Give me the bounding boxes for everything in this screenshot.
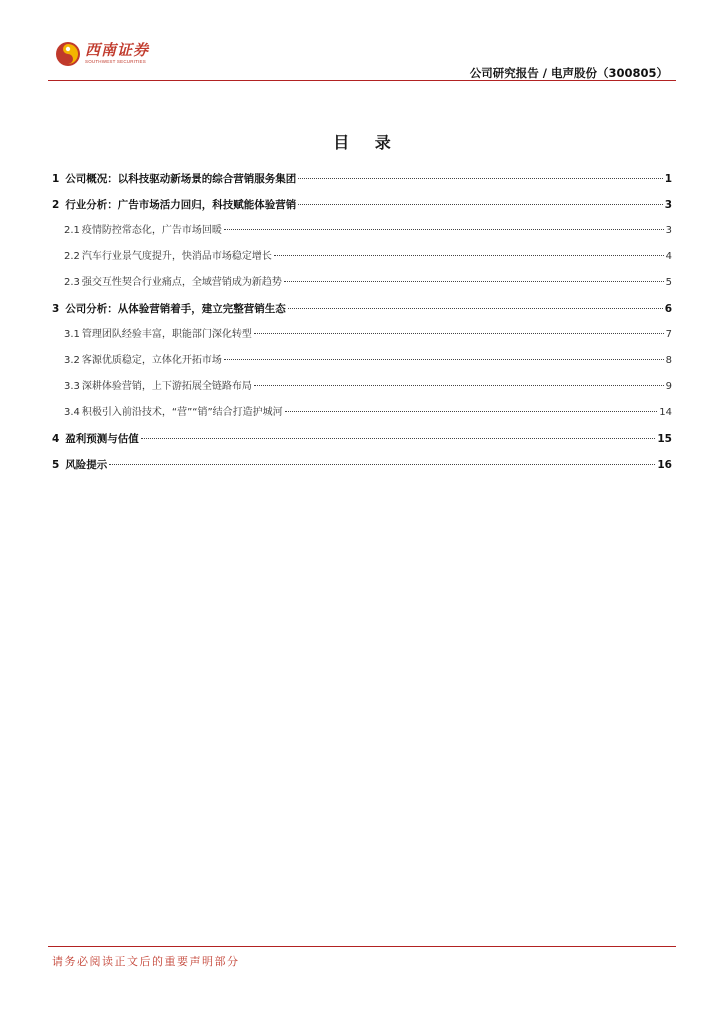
- toc-entry-text: 汽车行业景气度提升，快消品市场稳定增长: [81, 251, 272, 262]
- toc-entry-page-number: 9: [665, 381, 672, 392]
- toc-entry-number: 3: [52, 303, 60, 315]
- toc-entry[interactable]: [52, 196, 672, 222]
- toc-entry-page-number: 3: [665, 225, 672, 236]
- toc-entry-label: [52, 170, 296, 188]
- toc-entry-number: 2.2: [64, 251, 80, 262]
- toc-entry-label: [64, 222, 222, 240]
- toc-entry[interactable]: [52, 170, 672, 196]
- toc-entry-page-number: 1: [664, 173, 672, 185]
- toc-entry-page-number: 4: [665, 251, 672, 262]
- toc-entry-page-number: 6: [664, 303, 672, 315]
- toc-leader-dots: [224, 359, 664, 360]
- toc-entry-label: [52, 430, 139, 448]
- table-of-contents: [52, 170, 672, 482]
- toc-entry-number: 2.1: [64, 225, 80, 236]
- toc-entry-text: 风险提示: [65, 459, 108, 471]
- toc-entry-number: 2: [52, 199, 60, 211]
- toc-leader-dots: [274, 255, 664, 256]
- toc-entry[interactable]: [52, 456, 672, 482]
- toc-entry[interactable]: [52, 404, 672, 430]
- toc-entry-number: 2.3: [64, 277, 80, 288]
- toc-entry-number: 4: [52, 433, 60, 445]
- toc-leader-dots: [141, 438, 656, 439]
- toc-entry-text: 行业分析：广告市场活力回归，科技赋能体验营销: [65, 199, 297, 211]
- toc-entry-number: 3.4: [64, 407, 80, 418]
- toc-leader-dots: [109, 464, 655, 465]
- toc-entry-page-number: 5: [665, 277, 672, 288]
- toc-entry-text: 盈利预测与估值: [65, 433, 139, 445]
- brand-logo: [55, 41, 149, 67]
- toc-entry[interactable]: [52, 430, 672, 456]
- toc-entry-label: [64, 404, 283, 422]
- brand-name: [85, 43, 149, 65]
- toc-entry-text: 公司分析：从体验营销着手，建立完整营销生态: [65, 303, 286, 315]
- toc-entry-page-number: 16: [657, 459, 672, 471]
- toc-leader-dots: [254, 333, 664, 334]
- toc-entry-label: [64, 248, 272, 266]
- report-header-title: 公司研究报告 / 电声股份（300805）: [469, 66, 668, 80]
- toc-entry-text: 强交互性契合行业痛点，全域营销成为新趋势: [81, 277, 282, 288]
- toc-entry[interactable]: [52, 222, 672, 248]
- toc-entry-page-number: 15: [657, 433, 672, 445]
- toc-entry-label: [64, 378, 252, 396]
- toc-entry[interactable]: [52, 352, 672, 378]
- brand-name-en: SOUTHWEST SECURITIES: [85, 59, 146, 65]
- toc-entry-text: 客源优质稳定，立体化开拓市场: [81, 355, 222, 366]
- toc-entry-label: [52, 456, 107, 474]
- footer-disclaimer-note: 请务必阅读正文后的重要声明部分: [52, 955, 240, 968]
- toc-entry[interactable]: [52, 248, 672, 274]
- toc-leader-dots: [298, 204, 662, 205]
- toc-entry-text: 深耕体验营销，上下游拓展全链路布局: [81, 381, 252, 392]
- toc-leader-dots: [285, 411, 658, 412]
- footer-divider: [48, 946, 676, 947]
- toc-entry[interactable]: [52, 326, 672, 352]
- toc-leader-dots: [254, 385, 664, 386]
- toc-entry[interactable]: [52, 274, 672, 300]
- toc-entry-page-number: 14: [659, 407, 672, 418]
- toc-entry-text: 积极引入前沿技术，“营”“销”结合打造护城河: [81, 407, 283, 418]
- toc-entry-label: [64, 326, 252, 344]
- toc-entry-text: 疫情防控常态化，广告市场回暖: [81, 225, 222, 236]
- toc-entry[interactable]: [52, 300, 672, 326]
- toc-entry-label: [64, 274, 282, 292]
- brand-name-cn: 西南证券: [85, 41, 150, 60]
- toc-leader-dots: [224, 229, 664, 230]
- toc-leader-dots: [298, 178, 662, 179]
- toc-entry-text: 公司概况：以科技驱动新场景的综合营销服务集团: [65, 173, 297, 185]
- header-divider: [48, 80, 676, 81]
- toc-entry-label: [52, 300, 286, 318]
- toc-entry[interactable]: [52, 378, 672, 404]
- toc-entry-number: 5: [52, 459, 60, 471]
- toc-entry-page-number: 8: [665, 355, 672, 366]
- toc-entry-label: [64, 352, 222, 370]
- toc-entry-number: 3.1: [64, 329, 80, 340]
- toc-entry-label: [52, 196, 296, 214]
- toc-entry-number: 1: [52, 173, 60, 185]
- toc-title: 目 录: [333, 133, 401, 152]
- toc-leader-dots: [288, 308, 663, 309]
- toc-entry-number: 3.2: [64, 355, 80, 366]
- toc-entry-text: 管理团队经验丰富，职能部门深化转型: [81, 329, 252, 340]
- toc-entry-number: 3.3: [64, 381, 80, 392]
- toc-leader-dots: [284, 281, 664, 282]
- toc-entry-page-number: 7: [665, 329, 672, 340]
- toc-entry-page-number: 3: [664, 199, 672, 211]
- southwest-securities-logo-icon: [55, 41, 81, 67]
